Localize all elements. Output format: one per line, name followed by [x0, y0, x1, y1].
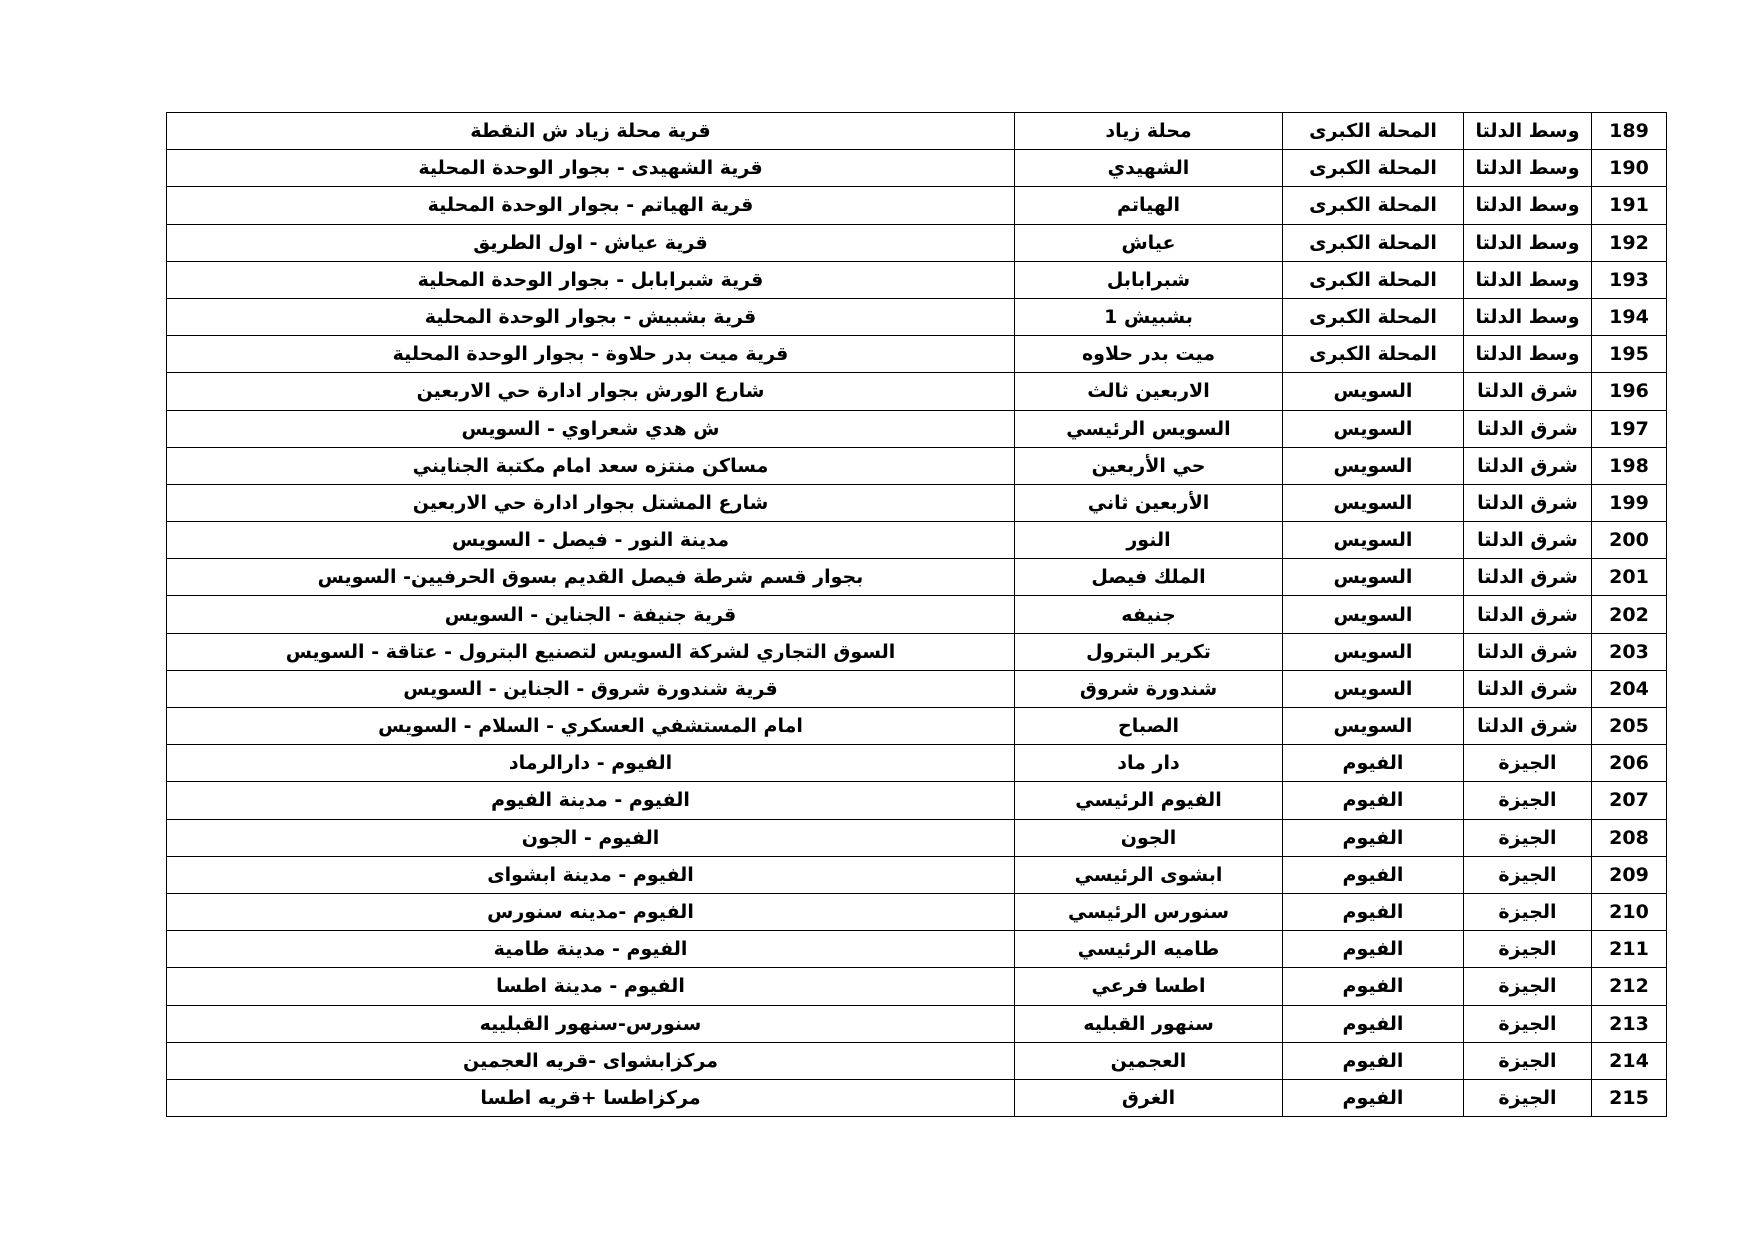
- region-cell: الجيزة: [1464, 819, 1592, 856]
- address-cell: شارع المشتل بجوار ادارة حي الاربعين: [167, 484, 1015, 521]
- row-number: 197: [1592, 410, 1667, 447]
- table-row: [167, 708, 1667, 745]
- row-number: 196: [1592, 373, 1667, 410]
- region-cell: وسط الدلتا: [1464, 298, 1592, 335]
- row-number: 214: [1592, 1042, 1667, 1079]
- table-row: [167, 224, 1667, 261]
- region-cell: الجيزة: [1464, 1005, 1592, 1042]
- row-number: 200: [1592, 522, 1667, 559]
- table-row: [167, 856, 1667, 893]
- region-cell: وسط الدلتا: [1464, 150, 1592, 187]
- row-number: 204: [1592, 670, 1667, 707]
- address-cell: مركزاطسا +قريه اطسا: [167, 1079, 1015, 1116]
- row-number: 191: [1592, 187, 1667, 224]
- branch-name-cell: الملك فيصل: [1015, 559, 1283, 596]
- branch-name-cell: ابشوى الرئيسي: [1015, 856, 1283, 893]
- table-row: [167, 522, 1667, 559]
- branch-name-cell: طاميه الرئيسي: [1015, 931, 1283, 968]
- address-cell: قرية عياش - اول الطريق: [167, 224, 1015, 261]
- region-cell: شرق الدلتا: [1464, 447, 1592, 484]
- governorate-cell: المحلة الكبرى: [1283, 336, 1464, 373]
- region-cell: شرق الدلتا: [1464, 522, 1592, 559]
- table-row: [167, 336, 1667, 373]
- governorate-cell: الفيوم: [1283, 931, 1464, 968]
- branch-name-cell: الأربعين ثاني: [1015, 484, 1283, 521]
- region-cell: وسط الدلتا: [1464, 336, 1592, 373]
- governorate-cell: السويس: [1283, 484, 1464, 521]
- row-number: 209: [1592, 856, 1667, 893]
- address-cell: مدينة النور - فيصل - السويس: [167, 522, 1015, 559]
- governorate-cell: السويس: [1283, 708, 1464, 745]
- governorate-cell: المحلة الكبرى: [1283, 224, 1464, 261]
- row-number: 194: [1592, 298, 1667, 335]
- branch-name-cell: عياش: [1015, 224, 1283, 261]
- governorate-cell: الفيوم: [1283, 782, 1464, 819]
- table-row: [167, 782, 1667, 819]
- table-row: [167, 187, 1667, 224]
- branch-name-cell: الاربعين ثالث: [1015, 373, 1283, 410]
- region-cell: الجيزة: [1464, 856, 1592, 893]
- table-row: [167, 1042, 1667, 1079]
- address-cell: سنورس-سنهور القبلييه: [167, 1005, 1015, 1042]
- address-cell: بجوار قسم شرطة فيصل القديم بسوق الحرفيين- السويس: [167, 559, 1015, 596]
- address-cell: الفيوم -مدينه سنورس: [167, 893, 1015, 930]
- region-cell: شرق الدلتا: [1464, 410, 1592, 447]
- address-cell: قرية جنيفة - الجناين - السويس: [167, 596, 1015, 633]
- row-number: 202: [1592, 596, 1667, 633]
- governorate-cell: المحلة الكبرى: [1283, 187, 1464, 224]
- table-row: [167, 893, 1667, 930]
- address-cell: قرية شندورة شروق - الجناين - السويس: [167, 670, 1015, 707]
- row-number: 212: [1592, 968, 1667, 1005]
- row-number: 192: [1592, 224, 1667, 261]
- table-row: [167, 633, 1667, 670]
- row-number: 206: [1592, 745, 1667, 782]
- row-number: 189: [1592, 113, 1667, 150]
- locations-sheet: [166, 112, 1661, 1117]
- governorate-cell: الفيوم: [1283, 1005, 1464, 1042]
- address-cell: قرية الهياتم - بجوار الوحدة المحلية: [167, 187, 1015, 224]
- branch-name-cell: النور: [1015, 522, 1283, 559]
- address-cell: ش هدي شعراوي - السويس: [167, 410, 1015, 447]
- branch-name-cell: ميت بدر حلاوه: [1015, 336, 1283, 373]
- governorate-cell: السويس: [1283, 447, 1464, 484]
- branch-name-cell: اطسا فرعي: [1015, 968, 1283, 1005]
- governorate-cell: الفيوم: [1283, 968, 1464, 1005]
- branch-name-cell: الغرق: [1015, 1079, 1283, 1116]
- table-row: [167, 596, 1667, 633]
- row-number: 195: [1592, 336, 1667, 373]
- table-row: [167, 670, 1667, 707]
- governorate-cell: السويس: [1283, 559, 1464, 596]
- branch-name-cell: شندورة شروق: [1015, 670, 1283, 707]
- governorate-cell: السويس: [1283, 522, 1464, 559]
- branch-name-cell: جنيفه: [1015, 596, 1283, 633]
- governorate-cell: السويس: [1283, 373, 1464, 410]
- table-row: [167, 1005, 1667, 1042]
- region-cell: شرق الدلتا: [1464, 633, 1592, 670]
- region-cell: وسط الدلتا: [1464, 113, 1592, 150]
- branch-name-cell: الهياتم: [1015, 187, 1283, 224]
- row-number: 207: [1592, 782, 1667, 819]
- governorate-cell: الفيوم: [1283, 856, 1464, 893]
- governorate-cell: الفيوم: [1283, 1079, 1464, 1116]
- region-cell: شرق الدلتا: [1464, 670, 1592, 707]
- table-row: [167, 373, 1667, 410]
- region-cell: شرق الدلتا: [1464, 559, 1592, 596]
- region-cell: وسط الدلتا: [1464, 224, 1592, 261]
- governorate-cell: الفيوم: [1283, 819, 1464, 856]
- region-cell: شرق الدلتا: [1464, 708, 1592, 745]
- table-row: [167, 559, 1667, 596]
- address-cell: شارع الورش بجوار ادارة حي الاربعين: [167, 373, 1015, 410]
- branch-name-cell: بشبيش 1: [1015, 298, 1283, 335]
- table-row: [167, 484, 1667, 521]
- branch-name-cell: شبرابابل: [1015, 261, 1283, 298]
- address-cell: قرية محلة زياد ش النقطة: [167, 113, 1015, 150]
- region-cell: الجيزة: [1464, 893, 1592, 930]
- table-row: [167, 298, 1667, 335]
- region-cell: شرق الدلتا: [1464, 373, 1592, 410]
- row-number: 193: [1592, 261, 1667, 298]
- address-cell: مساكن منتزه سعد امام مكتبة الجنايني: [167, 447, 1015, 484]
- row-number: 205: [1592, 708, 1667, 745]
- row-number: 201: [1592, 559, 1667, 596]
- address-cell: امام المستشفي العسكري - السلام - السويس: [167, 708, 1015, 745]
- governorate-cell: المحلة الكبرى: [1283, 113, 1464, 150]
- table-row: [167, 931, 1667, 968]
- table-row: [167, 447, 1667, 484]
- address-cell: قرية شبرابابل - بجوار الوحدة المحلية: [167, 261, 1015, 298]
- branch-name-cell: الصباح: [1015, 708, 1283, 745]
- table-row: [167, 1079, 1667, 1116]
- governorate-cell: المحلة الكبرى: [1283, 150, 1464, 187]
- governorate-cell: المحلة الكبرى: [1283, 261, 1464, 298]
- row-number: 198: [1592, 447, 1667, 484]
- region-cell: الجيزة: [1464, 1079, 1592, 1116]
- governorate-cell: السويس: [1283, 596, 1464, 633]
- branch-name-cell: العجمين: [1015, 1042, 1283, 1079]
- branch-name-cell: الشهيدي: [1015, 150, 1283, 187]
- address-cell: الفيوم - دارالرماد: [167, 745, 1015, 782]
- table-row: [167, 745, 1667, 782]
- address-cell: قرية ميت بدر حلاوة - بجوار الوحدة المحلية: [167, 336, 1015, 373]
- region-cell: وسط الدلتا: [1464, 261, 1592, 298]
- branch-name-cell: دار ماد: [1015, 745, 1283, 782]
- governorate-cell: الفيوم: [1283, 745, 1464, 782]
- governorate-cell: المحلة الكبرى: [1283, 298, 1464, 335]
- branch-name-cell: حي الأربعين: [1015, 447, 1283, 484]
- table-row: [167, 113, 1667, 150]
- region-cell: شرق الدلتا: [1464, 484, 1592, 521]
- table-row: [167, 261, 1667, 298]
- address-cell: الفيوم - الجون: [167, 819, 1015, 856]
- table-row: [167, 410, 1667, 447]
- governorate-cell: السويس: [1283, 670, 1464, 707]
- row-number: 211: [1592, 931, 1667, 968]
- locations-table-body: [167, 113, 1667, 1117]
- region-cell: وسط الدلتا: [1464, 187, 1592, 224]
- row-number: 190: [1592, 150, 1667, 187]
- table-row: [167, 819, 1667, 856]
- region-cell: الجيزة: [1464, 782, 1592, 819]
- governorate-cell: الفيوم: [1283, 1042, 1464, 1079]
- region-cell: الجيزة: [1464, 968, 1592, 1005]
- region-cell: الجيزة: [1464, 931, 1592, 968]
- row-number: 199: [1592, 484, 1667, 521]
- address-cell: السوق التجاري لشركة السويس لتصنيع البترول - عتاقة - السويس: [167, 633, 1015, 670]
- branch-name-cell: السويس الرئيسي: [1015, 410, 1283, 447]
- row-number: 213: [1592, 1005, 1667, 1042]
- address-cell: الفيوم - مدينة ابشواى: [167, 856, 1015, 893]
- region-cell: شرق الدلتا: [1464, 596, 1592, 633]
- governorate-cell: السويس: [1283, 410, 1464, 447]
- branch-name-cell: سنورس الرئيسي: [1015, 893, 1283, 930]
- branch-name-cell: الفيوم الرئيسي: [1015, 782, 1283, 819]
- row-number: 210: [1592, 893, 1667, 930]
- governorate-cell: السويس: [1283, 633, 1464, 670]
- table-row: [167, 968, 1667, 1005]
- branch-name-cell: الجون: [1015, 819, 1283, 856]
- row-number: 215: [1592, 1079, 1667, 1116]
- row-number: 203: [1592, 633, 1667, 670]
- governorate-cell: الفيوم: [1283, 893, 1464, 930]
- locations-table: [166, 112, 1667, 1117]
- address-cell: قرية بشبيش - بجوار الوحدة المحلية: [167, 298, 1015, 335]
- row-number: 208: [1592, 819, 1667, 856]
- branch-name-cell: تكرير البترول: [1015, 633, 1283, 670]
- address-cell: الفيوم - مدينة اطسا: [167, 968, 1015, 1005]
- region-cell: الجيزة: [1464, 1042, 1592, 1079]
- address-cell: مركزابشواى -قريه العجمين: [167, 1042, 1015, 1079]
- branch-name-cell: سنهور القبليه: [1015, 1005, 1283, 1042]
- address-cell: الفيوم - مدينة الفيوم: [167, 782, 1015, 819]
- address-cell: الفيوم - مدينة طامية: [167, 931, 1015, 968]
- table-row: [167, 150, 1667, 187]
- address-cell: قرية الشهيدى - بجوار الوحدة المحلية: [167, 150, 1015, 187]
- branch-name-cell: محلة زياد: [1015, 113, 1283, 150]
- region-cell: الجيزة: [1464, 745, 1592, 782]
